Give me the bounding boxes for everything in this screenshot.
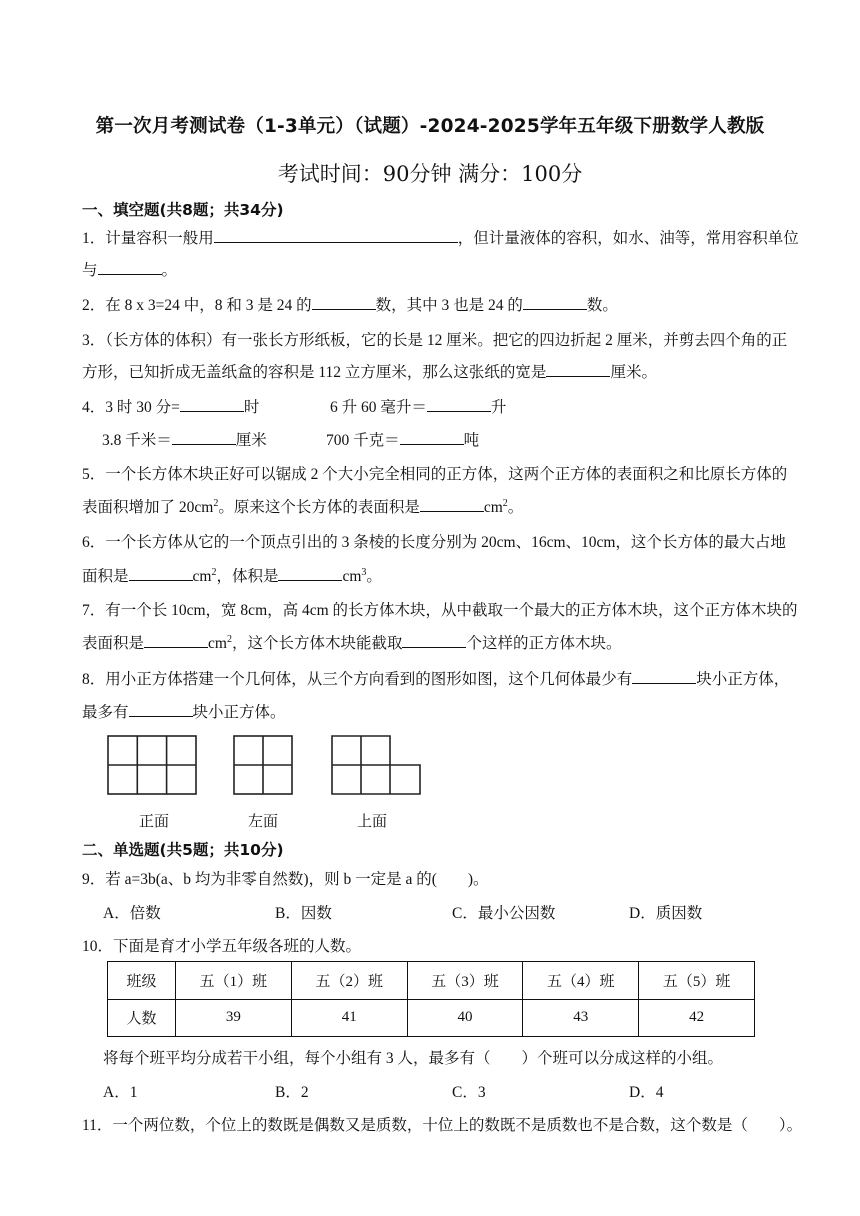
answer-blank[interactable] [98,259,162,275]
question-5-line-2: 表面积增加了 $20cm^2$。原来这个长方体的表面积是 $cm^2$。 [82,497,524,516]
option-a[interactable]: A．1 [103,1084,138,1101]
question-9: 9．若 a=3b(a、b 均为非零自然数)，则 b 一定是 a 的( )。 [82,871,489,888]
class-size-table [107,961,755,1037]
question-3-line-2: 方形，已知折成无盖纸盒的容积是 112 立方厘米，那么这张纸的宽是 厘米。 [82,360,657,382]
answer-blank[interactable] [546,361,610,377]
question-4-part-3: 3.8 千米＝ 厘米 [102,428,267,450]
table-row [108,999,755,1037]
answer-blank[interactable] [632,668,696,684]
question-1-line-2: 与 。 [82,258,177,280]
page-subtitle: 考试时间：90分钟 满分：100分 [277,162,583,186]
question-10: 10．下面是育才小学五年级各班的人数。 [82,938,362,955]
answer-blank[interactable] [214,227,458,243]
answer-blank[interactable] [420,496,484,512]
figure-label-front: 正面 [139,812,170,830]
table-cell: 五（2）班 [291,962,407,1000]
page-title: 第一次月考测试卷（1-3单元）（试题）-2024-2025学年五年级下册数学人教版 [95,116,765,137]
table-cell: 班级 [108,962,176,1000]
question-6-line-1: 6．一个长方体从它的一个顶点引出的 3 条棱的长度分别为 20cm、16cm、10cm，这个长方体的最大占地 [82,534,786,551]
question-4-line-1: 4．3 时 30 分= 时 [82,395,259,417]
question-2: 2．在 8 x 3=24 中，8 和 3 是 24 的 数，其中 3 也是 24 的 数。 [82,293,618,315]
table-cell: 五（1）班 [176,962,292,1000]
answer-blank[interactable] [427,396,491,412]
table-cell: 人数 [108,999,176,1037]
left-view-grid [234,736,292,794]
question-7-line-1: 7．有一个长 10cm，宽 8cm，高 4cm 的长方体木块，从中截取一个最大的正方体木块，这个正方体木块的 [82,602,798,619]
question-10-prompt: 将每个班平均分成若干小组，每个小组有 3 人，最多有（ ）个班可以分成这样的小组。 [103,1050,724,1067]
option-d[interactable]: D．质因数 [629,905,703,922]
question-6-line-2: 面积是 $cm^2$，体积是 $cm^3$。 [82,566,382,585]
answer-blank[interactable] [129,565,193,581]
answer-blank[interactable] [278,565,342,581]
top-view-grid [332,736,420,794]
question-4-part-4: 700 千克＝ 吨 [326,428,479,450]
table-cell: 五（4）班 [523,962,639,1000]
figure-label-top: 上面 [357,812,388,830]
question-3-line-1: 3．（长方体的体积）有一张长方形纸板，它的长是 12 厘米。把它的四边折起 2 厘米，并剪去四个角的正 [82,332,788,349]
answer-blank[interactable] [172,429,236,445]
question-5-line-1: 5．一个长方体木块正好可以锯成 2 个大小完全相同的正方体，这两个正方体的表面积之和比原长方体的 [82,466,788,483]
front-view-grid [108,736,196,794]
question-11: 11．一个两位数，个位上的数既是偶数又是质数，十位上的数既不是质数也不是合数，这个数是（ ）。 [82,1117,803,1134]
option-c[interactable]: C．3 [452,1084,486,1101]
option-b[interactable]: B．因数 [275,905,332,922]
option-a[interactable]: A．倍数 [103,905,161,922]
table-row [108,962,755,1000]
table-cell: 40 [407,999,523,1037]
table-cell: 五（5）班 [639,962,755,1000]
answer-blank[interactable] [400,429,464,445]
answer-blank[interactable] [312,294,376,310]
section-heading-fill-blank: 一、填空题(共8题；共34分) [82,201,284,219]
section-heading-single-choice: 二、单选题(共5题；共10分) [82,841,284,859]
table-cell: 42 [639,999,755,1037]
question-1-line-1: 1．计量容积一般用 ，但计量液体的容积，如水、油等，常用容积单位 [82,226,799,248]
table-cell: 43 [523,999,639,1037]
figure-label-left: 左面 [248,812,279,830]
table-cell: 五（3）班 [407,962,523,1000]
question-8-line-2: 最多有 块小正方体。 [82,700,286,722]
question-4-part-2: 6 升 60 毫升＝ 升 [330,395,506,417]
answer-blank[interactable] [180,396,244,412]
option-b[interactable]: B．2 [275,1084,309,1101]
option-c[interactable]: C．最小公因数 [452,905,556,922]
answer-blank[interactable] [402,632,466,648]
answer-blank[interactable] [129,701,193,717]
answer-blank[interactable] [523,294,587,310]
table-cell: 39 [176,999,292,1037]
table-cell: 41 [291,999,407,1037]
option-d[interactable]: D．4 [629,1084,664,1101]
question-8-line-1: 8．用小正方体搭建一个几何体，从三个方向看到的图形如图，这个几何体最少有 块小正方体， [82,667,789,689]
question-7-line-2: 表面积是 $cm^2$，这个长方体木块能截取 个这样的正方体木块。 [82,633,622,652]
answer-blank[interactable] [144,632,208,648]
